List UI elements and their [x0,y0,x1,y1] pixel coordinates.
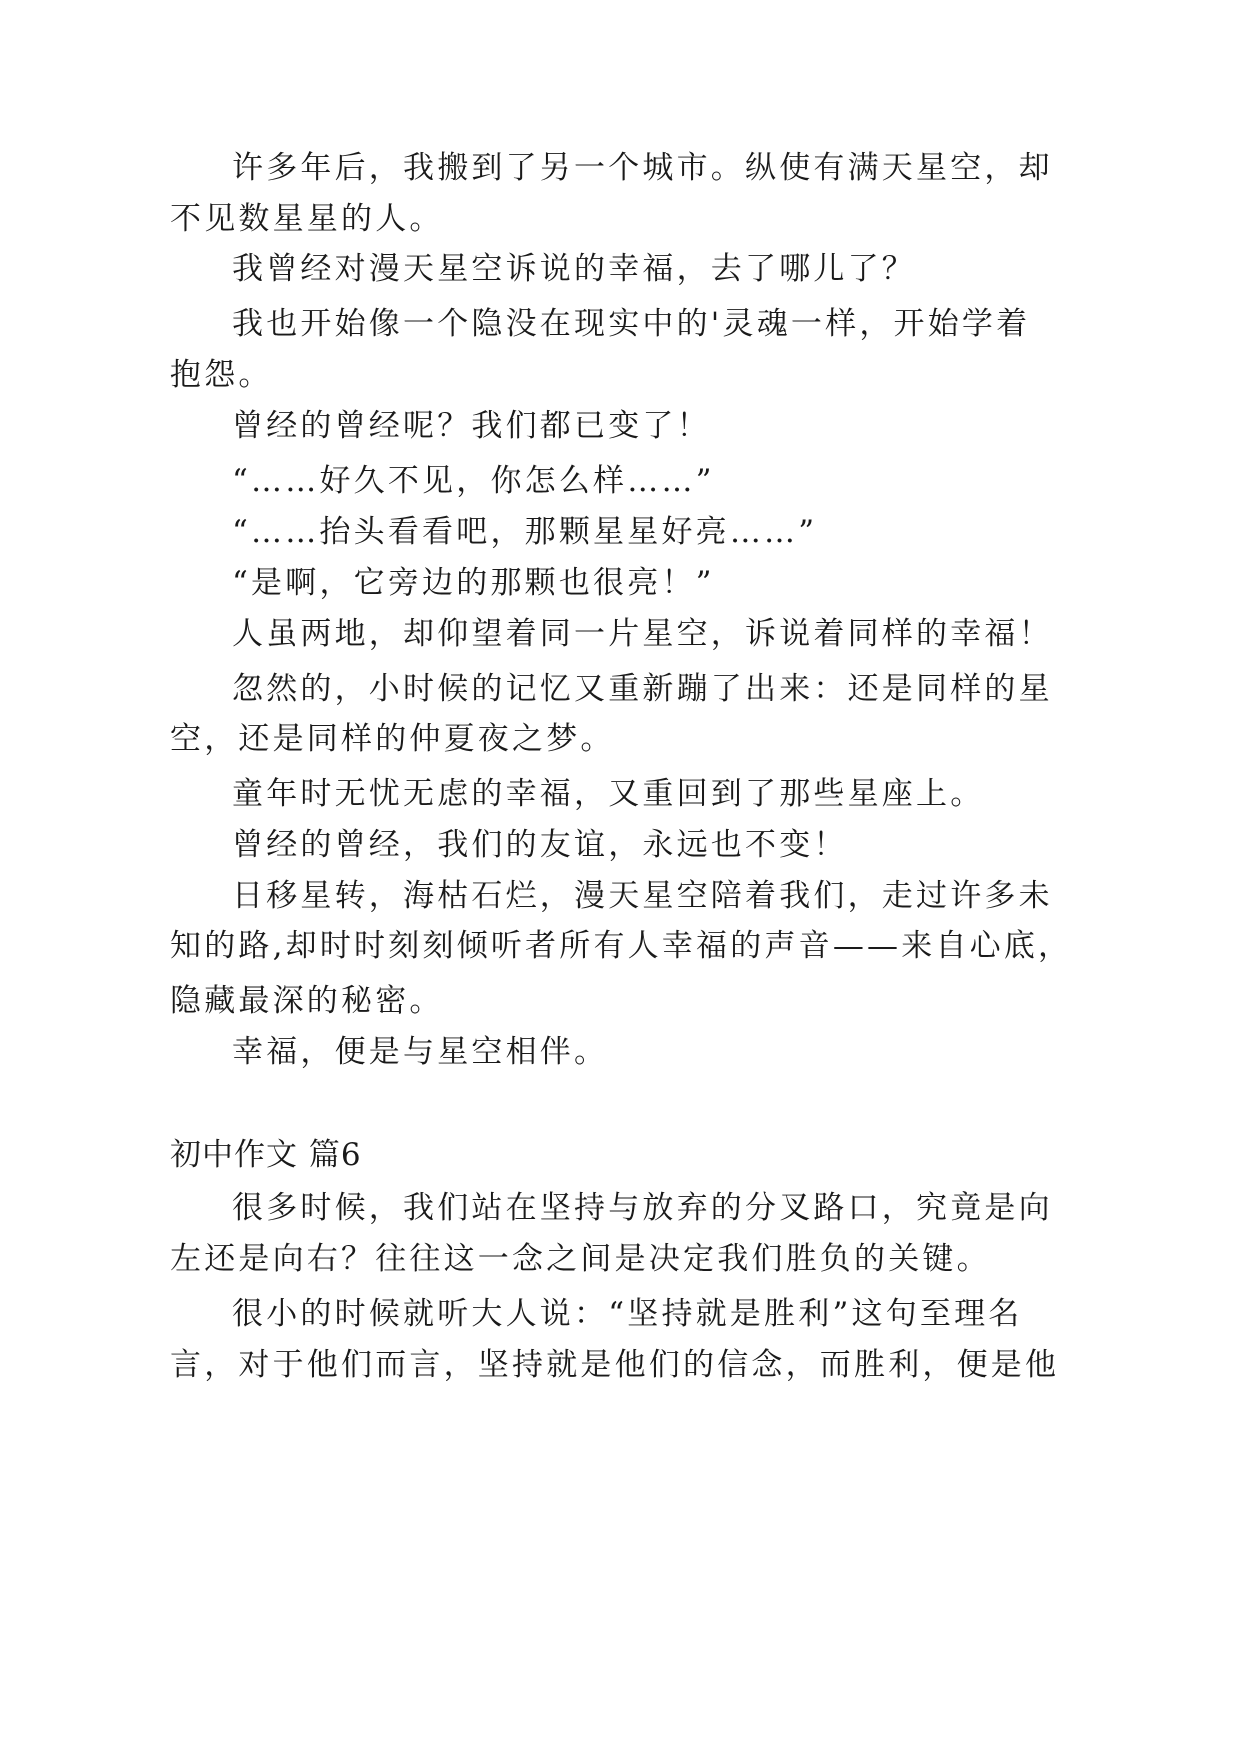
section-heading: 初中作文 篇6 [170,1137,362,1173]
text-line: 很多时候，我们站在坚持与放弃的分叉路口，究竟是向 [232,1190,1053,1226]
text-line: 幸福，便是与星空相伴。 [232,1034,609,1070]
text-line: 我曾经对漫天星空诉说的幸福，去了哪儿了？ [232,251,916,287]
text-line: 很小的时候就听大人说：“坚持就是胜利”这句至理名 [232,1296,1023,1332]
text-line: 知的路,却时时刻刻倾听者所有人幸福的声音——来自心底， [170,928,1073,964]
text-line: 左还是向右？往往这一念之间是决定我们胜负的关键。 [170,1241,991,1277]
text-line: 许多年后，我搬到了另一个城市。纵使有满天星空，却 [232,150,1053,186]
text-line: 我也开始像一个隐没在现实中的'灵魂一样，开始学着 [232,306,1031,342]
text-line: 曾经的曾经，我们的友谊，永远也不变！ [232,827,848,863]
text-line: “……好久不见，你怎么样……” [232,463,715,499]
text-line: 人虽两地，却仰望着同一片星空，诉说着同样的幸福！ [232,616,1053,652]
text-line: 日移星转，海枯石烂，漫天星空陪着我们，走过许多未 [232,878,1053,914]
text-line: 童年时无忧无虑的幸福，又重回到了那些星座上。 [232,776,985,812]
text-line: “是啊，它旁边的那颗也很亮！” [232,565,715,601]
text-line: 忽然的，小时候的记忆又重新蹦了出来：还是同样的星 [232,671,1053,707]
text-line: 不见数星星的人。 [170,201,444,237]
text-line: “……抬头看看吧，那颗星星好亮……” [232,514,818,550]
text-line: 空，还是同样的仲夏夜之梦。 [170,721,615,757]
text-line: 曾经的曾经呢？我们都已变了！ [232,408,711,444]
text-line: 抱怨。 [170,357,273,393]
text-line: 隐藏最深的秘密。 [170,983,444,1019]
text-line: 言，对于他们而言，坚持就是他们的信念，而胜利，便是他 [170,1347,1060,1383]
